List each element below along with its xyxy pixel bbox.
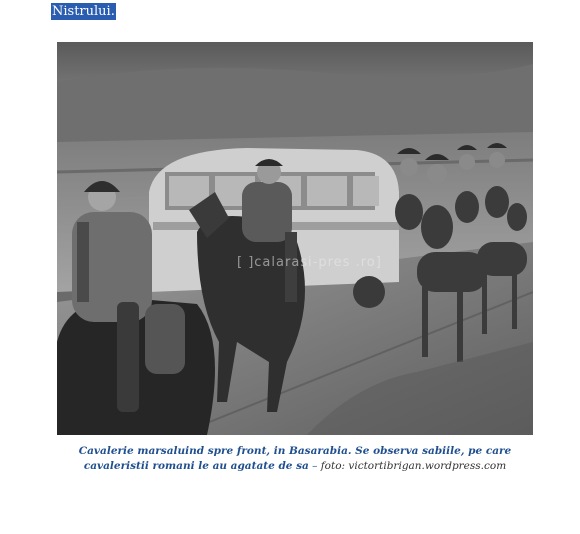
- photo-artwork: [57, 42, 533, 435]
- highlighted-text: Nistrului.: [52, 4, 115, 19]
- caption-credit: foto: victortibrigan.wordpress.com: [320, 460, 507, 472]
- photo-watermark: [ ]calarasi-pres .ro]: [237, 255, 382, 270]
- caption-main: Cavalerie marsaluind spre front, in Basarabia. Se observa sabiile, pe care cavaleristii romani le au agatate de sa: [78, 445, 512, 472]
- photo-caption: [57, 444, 533, 474]
- article-photo: [57, 42, 533, 435]
- caption-dash: –: [308, 460, 321, 472]
